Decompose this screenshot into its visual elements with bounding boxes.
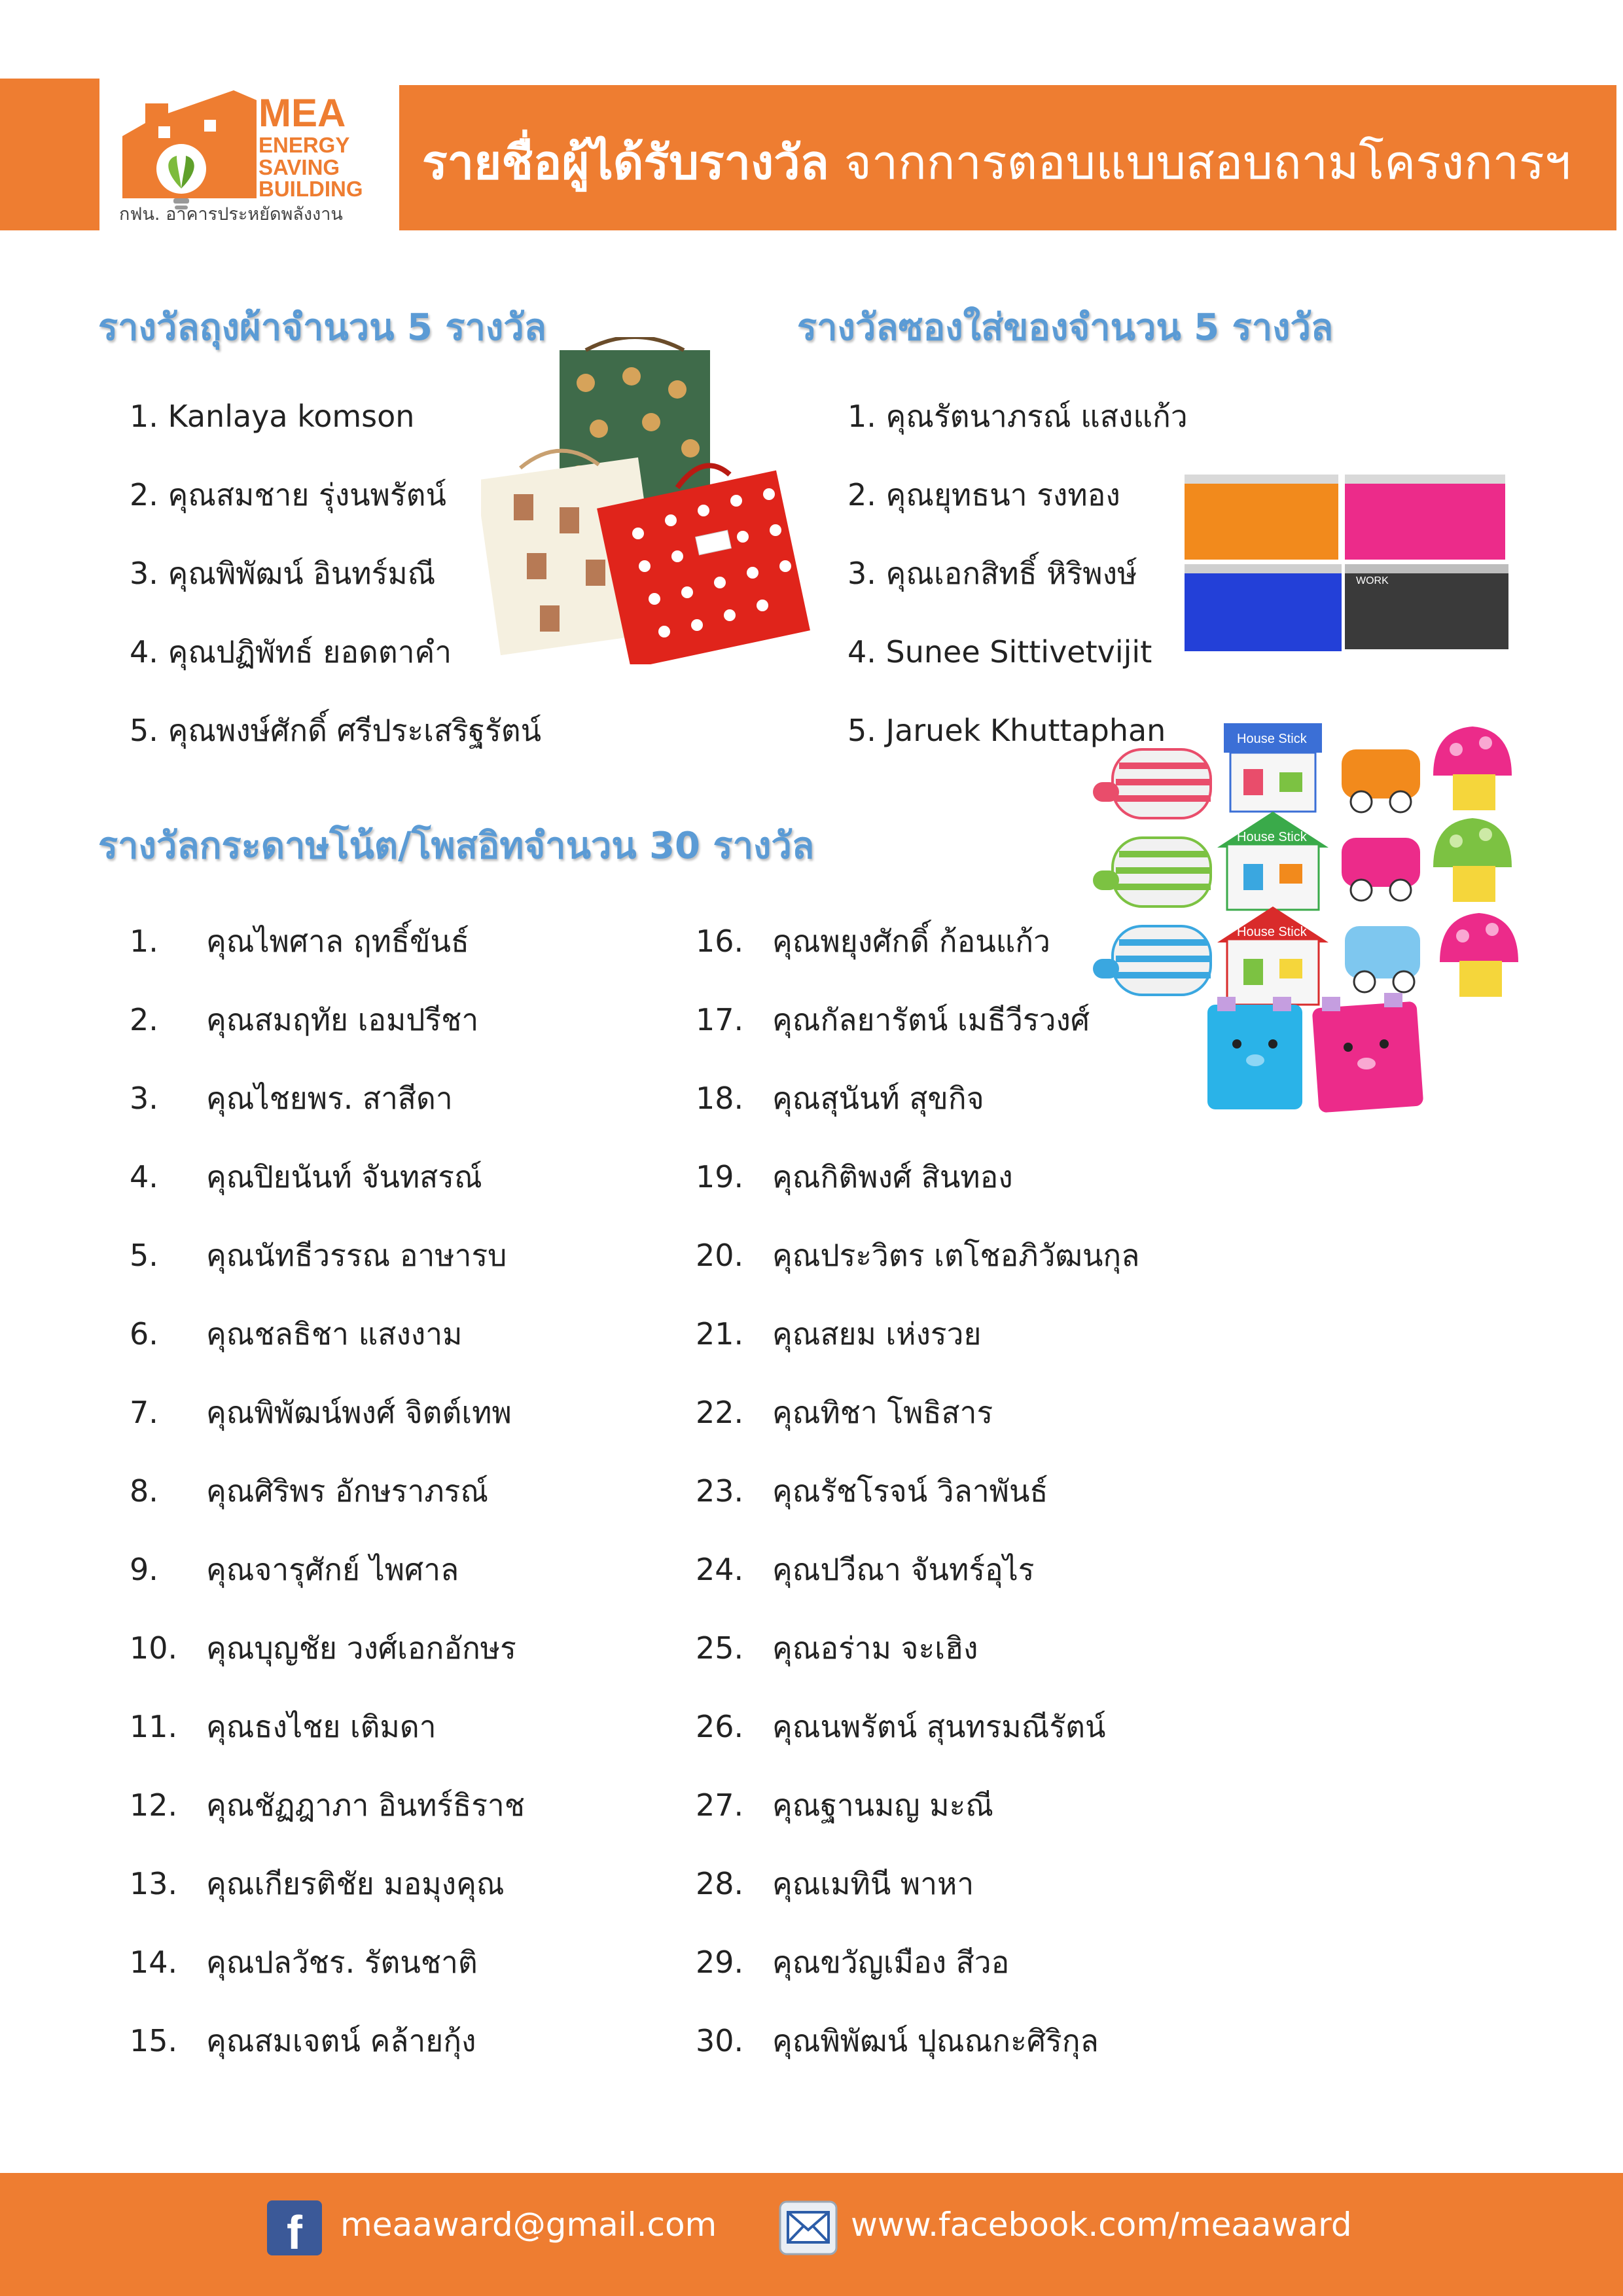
page-title [422,124,1571,200]
logo-subtitle [259,134,363,200]
list-item: คุณฐานมญ มะณี [772,1787,993,1823]
list-item: คุณขวัญเมือง สีวอ [772,1945,1010,1980]
list-item: 1. Kanlaya komson [130,399,415,434]
list-item: 5. Jaruek Khuttaphan [847,713,1166,748]
list-item: คุณเกียรติชัย มอมุงคุณ [206,1866,505,1901]
pouch-brand-label: WORK [1356,575,1389,586]
list-item-number: 2. [130,1002,158,1037]
logo-line-2: SAVING [259,154,340,179]
list-item-number: 22. [696,1395,744,1430]
list-item-number: 20. [696,1238,744,1273]
sticky-notes-photo [1086,717,1525,1136]
list-item: คุณจารุศักย์ ไพศาล [206,1552,459,1587]
list-item: คุณประวิตร เตโชอภิวัฒนกุล [772,1238,1140,1273]
list-item: คุณสุนันท์ สุขกิจ [772,1081,984,1116]
list-item: 3. คุณพิพัฒน์ อินทร์มณี [130,556,436,591]
list-item-number: 25. [696,1630,744,1666]
list-item: คุณปลวัชร. รัตนชาติ [206,1945,478,1980]
list-item-number: 16. [696,924,744,959]
list-item-number: 10. [130,1630,178,1666]
footer-email[interactable]: meaaward@gmail.com [340,2206,717,2244]
list-item-number: 19. [696,1159,744,1194]
list-item-number: 26. [696,1709,744,1744]
list-item: คุณสมฤทัย เอมปรีชา [206,1002,479,1037]
list-item-number: 21. [696,1316,744,1352]
list-item: คุณอร่าม จะเฮิง [772,1630,978,1666]
list-item: คุณปิยนันท์ จันทสรณ์ [206,1159,482,1194]
logo-mea-text: MEA [259,91,346,135]
list-item-number: 29. [696,1945,744,1980]
list-item: คุณศิริพร อักษราภรณ์ [206,1473,489,1509]
list-item: คุณสมเจตน์ คล้ายกุ้ง [206,2023,476,2058]
list-item: คุณพยุงศักดิ์ ก้อนแก้ว [772,924,1050,959]
section-heading-pouch: รางวัลซองใส่ของจำนวน 5 รางวัล [797,306,1334,349]
list-item-number: 17. [696,1002,744,1037]
list-item: คุณกัลยารัตน์ เมธีวีรวงศ์ [772,1002,1090,1037]
logo-line-1: ENERGY [259,133,350,157]
list-item: 2. คุณสมชาย รุ่งนพรัตน์ [130,477,446,512]
list-item-number: 4. [130,1159,158,1194]
list-item-number: 15. [130,2023,178,2058]
list-item-number: 11. [130,1709,178,1744]
mail-icon[interactable] [779,2200,838,2255]
pouches-photo [1185,471,1512,655]
house-stick-label-2: House Stick [1237,830,1307,844]
list-item: คุณไพศาล ฤทธิ์ขันธ์ [206,924,469,959]
list-item: 4. คุณปฏิพัทธ์ ยอดตาคำ [130,634,452,670]
header-accent-block [0,79,99,230]
list-item-number: 14. [130,1945,178,1980]
list-item-number: 7. [130,1395,158,1430]
list-item: คุณเมทินี พาหา [772,1866,974,1901]
list-item: คุณสยม เห่งรวย [772,1316,982,1352]
list-item: คุณไชยพร. สาสีดา [206,1081,453,1116]
list-item: คุณธงไชย เติมดา [206,1709,437,1744]
list-item: 4. Sunee Sittivetvijit [847,634,1152,670]
facebook-icon[interactable]: f [267,2200,322,2255]
page-title-bold: รายชื่อผู้ได้รับรางวัล [422,135,829,190]
list-item-number: 28. [696,1866,744,1901]
list-item: คุณนพรัตน์ สุนทรมณีรัตน์ [772,1709,1106,1744]
list-item-number: 6. [130,1316,158,1352]
house-stick-label-1: House Stick [1237,732,1307,746]
list-item-number: 18. [696,1081,744,1116]
list-item-number: 1. [130,924,158,959]
logo-line-3: BUILDING [259,177,363,202]
page-title-rest: จากการตอบแบบสอบถามโครงการฯ [829,135,1571,190]
list-item: คุณกิติพงศ์ สินทอง [772,1159,1013,1194]
tote-bags-photo [481,337,815,664]
list-item: คุณพิพัฒน์พงศ์ จิตต์เทพ [206,1395,512,1430]
list-item: คุณพิพัฒน์ ปุณณกะศิริกุล [772,2023,1099,2058]
list-item-number: 8. [130,1473,158,1509]
list-item: 2. คุณยุทธนา รงทอง [847,477,1120,512]
list-item: 3. คุณเอกสิทธิ์ หิริพงษ์ [847,556,1137,591]
list-item: คุณทิชา โพธิสาร [772,1395,993,1430]
list-item: คุณชลธิชา แสงงาม [206,1316,463,1352]
house-stick-label-3: House Stick [1237,925,1307,939]
list-item-number: 9. [130,1552,158,1587]
list-item-number: 5. [130,1238,158,1273]
logo-thai-caption: กฟน. อาคารประหยัดพลังงาน [119,204,343,224]
section-heading-bags: รางวัลถุงผ้าจำนวน 5 รางวัล [98,306,546,349]
list-item-number: 12. [130,1787,178,1823]
list-item: 1. คุณรัตนาภรณ์ แสงแก้ว [847,399,1188,434]
list-item-number: 27. [696,1787,744,1823]
list-item: คุณรัชโรจน์ วิลาพันธ์ [772,1473,1048,1509]
list-item-number: 13. [130,1866,178,1901]
list-item: คุณบุญชัย วงศ์เอกอักษร [206,1630,516,1666]
list-item: คุณชัฏฎาภา อินทร์ธิราช [206,1787,525,1823]
list-item: คุณปวีณา จันทร์อุไร [772,1552,1035,1587]
list-item-number: 23. [696,1473,744,1509]
list-item-number: 3. [130,1081,158,1116]
section-heading-notes: รางวัลกระดาษโน้ต/โพสอิทจำนวน 30 รางวัล [98,825,815,867]
list-item: คุณนัทธีวรรณ อาษารบ [206,1238,507,1273]
list-item-number: 24. [696,1552,744,1587]
list-item: 5. คุณพงษ์ศักดิ์ ศรีประเสริฐรัตน์ [130,713,542,748]
list-item-number: 30. [696,2023,744,2058]
footer-facebook-link[interactable]: www.facebook.com/meaaward [851,2206,1352,2244]
